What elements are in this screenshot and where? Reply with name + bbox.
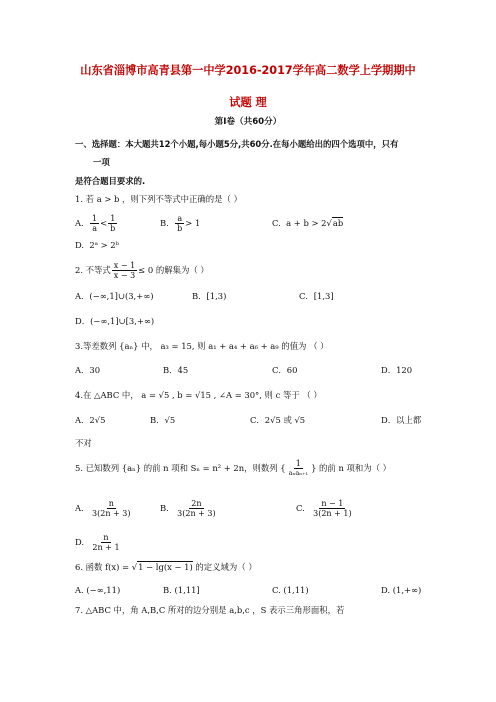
q3-option-a: A．30 — [75, 365, 101, 375]
q5-option-c: C. $\frac{n - 1}{3(2n + 1)}$ — [296, 498, 352, 518]
q5-option-a: A. $\frac{n}{3(2n + 3)}$ — [75, 498, 131, 518]
section-instruction-tail: 是符合题目要求的. — [75, 176, 146, 186]
q3-option-c: C．60 — [272, 365, 298, 375]
q2-stem: 2. 不等式 $\frac{x - 1}{x - 3}$ ≤ 0 的解集为（ ） — [75, 260, 209, 280]
q4-option-d-cont: 不对 — [75, 438, 92, 448]
q3-option-d: D．120 — [381, 365, 413, 375]
q3-stem: 3.等差数列 {aₙ} 中， a₃ = 15, 则 a₁ + a₄ + a₆ + a₉ 的值为 （ ） — [75, 341, 329, 351]
q4-stem: 4.在 △ABC 中， a = √5 , b = √15 , ∠A = 30°, 则 c 等于 （ ） — [75, 390, 322, 400]
q3-option-b: B．45 — [163, 365, 189, 375]
q5-option-b: B. $\frac{2n}{3(2n + 3)}$ — [160, 498, 216, 518]
q5-stem: 5. 已知数列 {aₙ} 的前 n 项和 Sₙ = n² + 2n，则数列 { $\frac{1}{\text{aₙaₙ₊₁}}$ } 的前 n 项和为（ ） — [75, 458, 392, 477]
q1-option-c: C. a + b > 2√ab — [272, 218, 344, 228]
part-heading: 第I卷（共60分） — [214, 117, 282, 127]
q6-option-d: D. (1,+∞) — [381, 585, 422, 595]
q2-option-a: A．(−∞,1]∪(3,+∞) — [75, 291, 154, 301]
exam-title-line2: 试题 理 — [229, 96, 267, 109]
q2-option-c: C．[1,3] — [299, 291, 334, 301]
q5-option-d: D. $\frac{n}{2n + 1}$ — [75, 532, 120, 552]
q1-option-b: B. $\frac{a}{b}$ > 1 — [160, 213, 201, 233]
q1-option-a: A. $\frac{1}{a}$ < $\frac{1}{b}$ — [75, 213, 116, 233]
q7-stem: 7. △ABC 中，角 A,B,C 所对的边分别是 a,b,c ，S 表示三角形面积，若 — [75, 605, 345, 615]
q4-option-c: C．2√5 或 √5 — [250, 415, 306, 425]
q1-option-d: D. 2ᵃ > 2ᵇ — [75, 240, 119, 250]
q6-option-c: C. (1,11) — [272, 585, 309, 595]
q2-option-d: D．(−∞,1]∪[3,+∞) — [75, 316, 155, 326]
q4-option-a: A．2√5 — [75, 415, 106, 425]
q1-stem: 1. 若 a > b ，则下列不等式中正确的是（ ） — [75, 194, 242, 204]
q2-option-b: B．[1,3) — [192, 291, 227, 301]
q6-option-b: B. (1,11] — [163, 585, 200, 595]
section-instruction: 一、选择题：本大题共12个小题,每小题5分,共60分.在每小题给出的四个选项中，只有 — [75, 139, 399, 149]
q6-option-a: A. (−∞,11) — [75, 585, 121, 595]
q4-option-b: B．√5 — [150, 415, 176, 425]
q6-stem: 6. 函数 f(x) = √1 − lg(x − 1) 的定义域为（ ） — [75, 562, 257, 572]
q4-option-d: D．以上都 — [381, 415, 422, 425]
section-instruction-cont: 一项 — [93, 157, 110, 167]
exam-title-line1: 山东省淄博市高青县第一中学2016-2017学年高二数学上学期期中 — [80, 64, 416, 77]
